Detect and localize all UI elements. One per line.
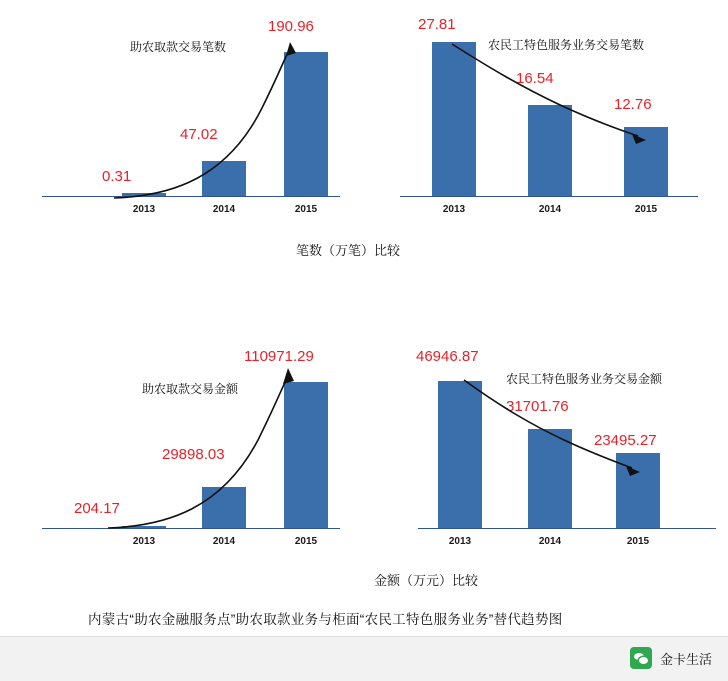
bar-2015 (284, 382, 328, 529)
bar-2014 (202, 161, 246, 197)
plot-area (398, 340, 728, 555)
value-label-2014: 29898.03 (162, 446, 225, 463)
tick-label-2015: 2015 (294, 204, 318, 215)
bar-2013 (432, 42, 476, 197)
value-label-2014: 31701.76 (506, 398, 569, 415)
tick-label-2013: 2013 (132, 204, 156, 215)
chart-bottom-left (22, 340, 352, 555)
tick-label-2015: 2015 (634, 204, 658, 215)
chart-bottom-right (398, 340, 728, 555)
series-title: 助农取款交易笔数 (130, 40, 227, 54)
tick-label-2013: 2013 (442, 204, 466, 215)
value-label-2013: 27.81 (418, 16, 456, 33)
tick-label-2014: 2014 (538, 536, 562, 547)
figure-main-caption: 内蒙古“助农金融服务点”助农取款业务与柜面“农民工特色服务业务”替代趋势图 (88, 612, 563, 627)
value-label-2013: 204.17 (74, 500, 120, 517)
value-label-2015: 110971.29 (244, 348, 314, 365)
plot-area (380, 8, 710, 223)
bar-2014 (528, 429, 572, 529)
series-title: 助农取款交易金额 (142, 382, 239, 396)
series-title: 农民工特色服务业务交易笔数 (488, 38, 645, 52)
tick-label-2015: 2015 (294, 536, 318, 547)
value-label-2015: 12.76 (614, 96, 652, 113)
tick-label-2013: 2013 (448, 536, 472, 547)
value-label-2014: 16.54 (516, 70, 554, 87)
tick-label-2014: 2014 (212, 536, 236, 547)
bar-2013 (438, 381, 482, 529)
bar-2015 (624, 127, 668, 197)
footer-bar (0, 636, 728, 681)
value-label-2014: 47.02 (180, 126, 218, 143)
tick-label-2015: 2015 (626, 536, 650, 547)
plot-area (22, 340, 352, 555)
footer-brand (630, 647, 712, 669)
tick-label-2013: 2013 (132, 536, 156, 547)
tick-label-2014: 2014 (212, 204, 236, 215)
caption-bottom: 金额（万元）比较 (374, 573, 479, 588)
caption-top: 笔数（万笔）比较 (296, 243, 401, 258)
x-axis (42, 196, 340, 198)
value-label-2015: 23495.27 (594, 432, 657, 449)
x-axis (400, 196, 698, 198)
series-title: 农民工特色服务业务交易金额 (506, 372, 663, 386)
plot-area (22, 8, 352, 223)
tick-label-2014: 2014 (538, 204, 562, 215)
bar-2014 (202, 487, 246, 529)
bar-2015 (616, 453, 660, 529)
chart-top-right (380, 8, 710, 223)
value-label-2013: 0.31 (102, 168, 132, 185)
footer-brand-label: 金卡生活 (659, 651, 712, 667)
x-axis (418, 528, 716, 530)
x-axis (42, 528, 340, 530)
chart-top-left (22, 8, 352, 223)
value-label-2015: 190.96 (268, 18, 314, 35)
bar-2014 (528, 105, 572, 197)
wechat-icon (630, 647, 652, 669)
bar-2015 (284, 52, 328, 197)
value-label-2013: 46946.87 (416, 348, 479, 365)
